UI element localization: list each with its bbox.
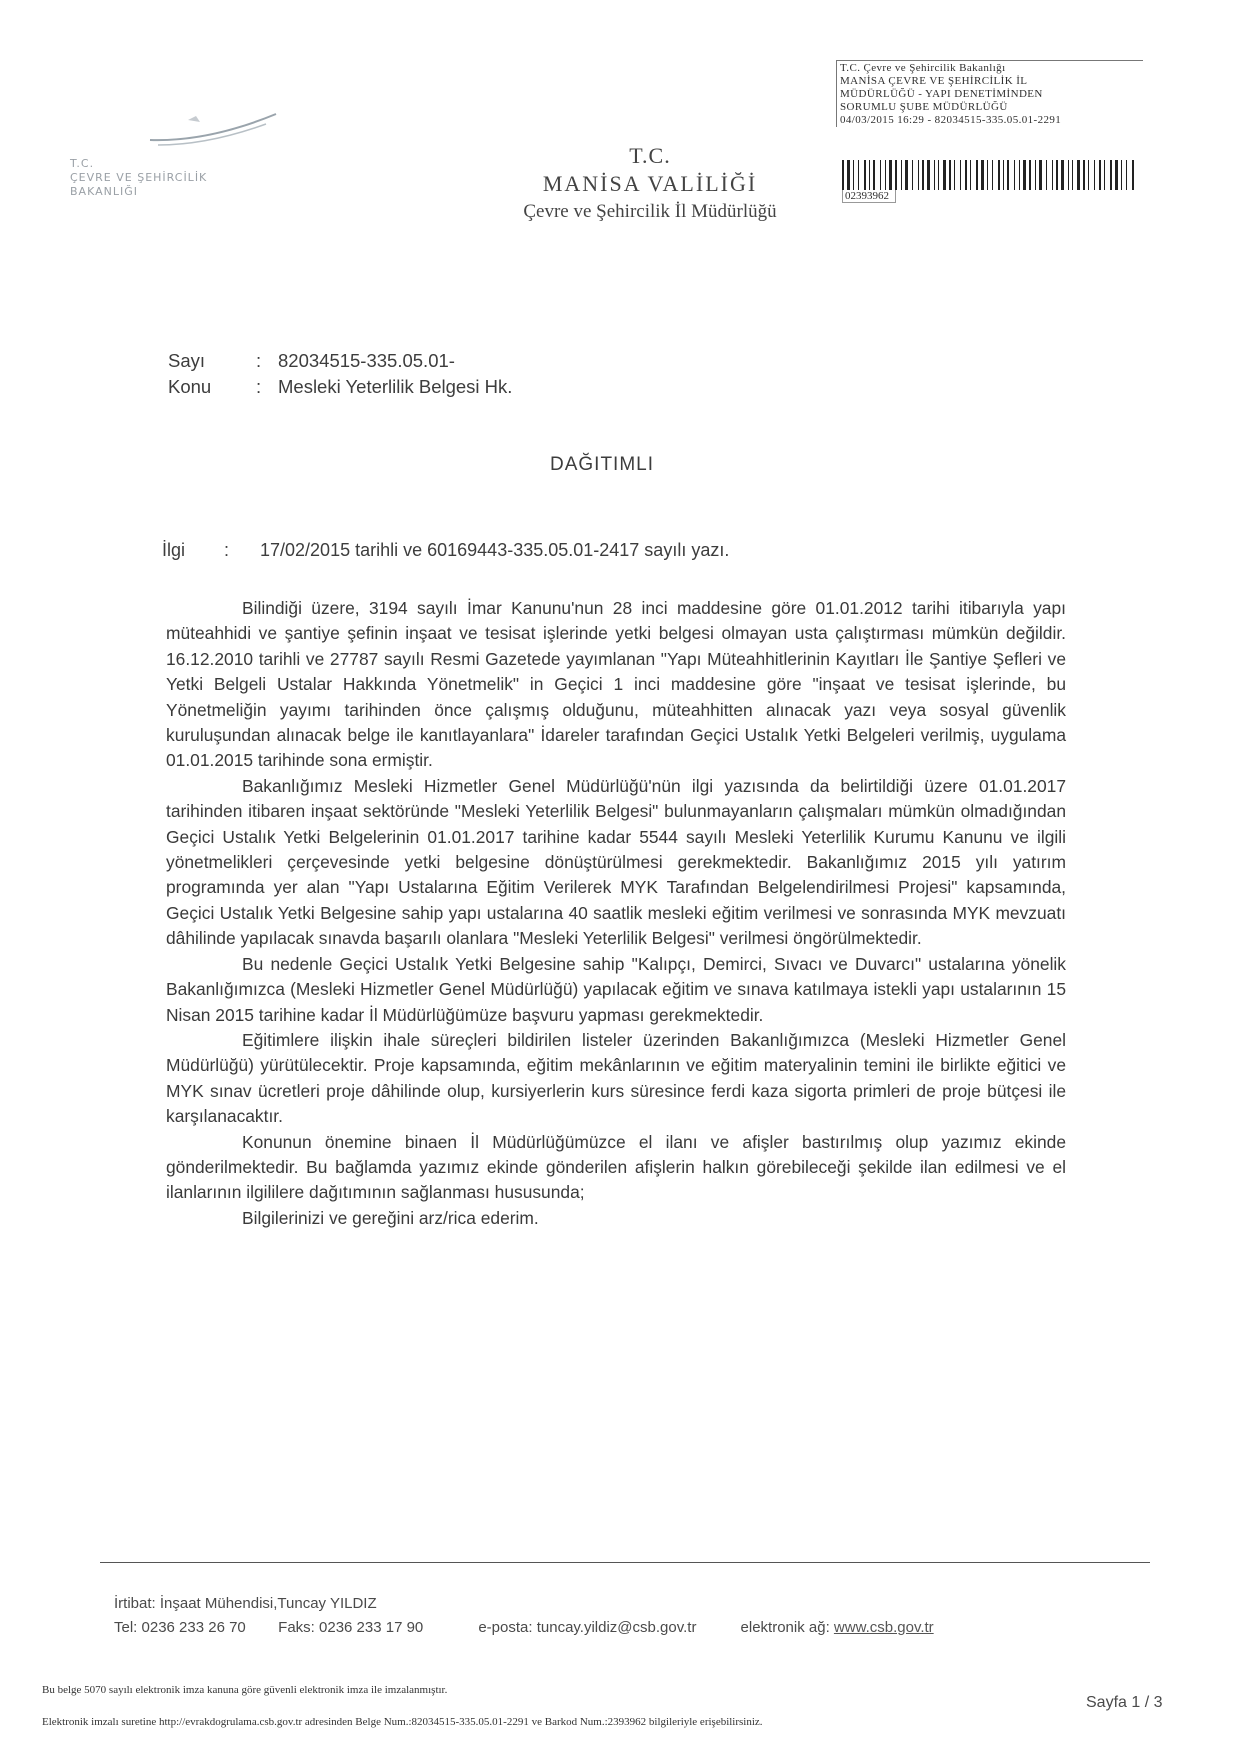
stamp-line: MÜDÜRLÜĞÜ - YAPI DENETİMİNDEN: [840, 88, 1043, 100]
page-number: Sayfa 1 / 3: [1086, 1694, 1163, 1711]
body-paragraph: Konunun önemine binaen İl Müdürlüğümüzce el ilanı ve afişler bastırılmış olup yazımız ekinde gönderilmektedir. Bu bağlamda yazımız ekinde gönderilen afişlerin halkın görebileceği şekilde ilan edilmesi ve el ilanlarının ilgililere dağıtımının sağlanması hususunda;: [166, 1131, 1066, 1203]
stamp-line: T.C. Çevre ve Şehircilik Bakanlığı: [840, 62, 1006, 74]
phone: Tel: 0236 233 26 70: [114, 1619, 246, 1636]
closing-paragraph: Bilgilerinizi ve gereğini arz/rica ederim.: [242, 1207, 539, 1228]
logo-line-2: ÇEVRE VE ŞEHİRCİLİK: [70, 171, 208, 184]
colon: :: [224, 540, 230, 560]
website-link[interactable]: www.csb.gov.tr: [833, 1619, 934, 1636]
colon: :: [256, 376, 262, 397]
verification-note: Elektronik imzalı suretine http://evrakdogrulama.csb.gov.tr adresinden Belge Num.:82034515-335.05.01-2291 ve Barkod Num.:2393962 bilgileriyle erişebilirsiniz.: [42, 1716, 763, 1728]
logo-text: [70, 157, 207, 199]
letter-body: [166, 596, 1066, 1231]
sayi-value: 82034515-335.05.01-: [278, 350, 455, 371]
stamp-line: MANİSA ÇEVRE VE ŞEHİRCİLİK İL: [840, 75, 1028, 87]
stamp-frame: [836, 60, 1143, 127]
barcode-number: 02393962: [842, 190, 896, 203]
fax: Faks: 0236 233 17 90: [278, 1619, 424, 1636]
logo-line-3: BAKANLIĞI: [70, 185, 138, 198]
colon: :: [256, 350, 262, 371]
logo-line-1: T.C.: [70, 157, 95, 170]
header-line-3: Çevre ve Şehircilik İl Müdürlüğü: [523, 201, 777, 222]
body-paragraph: Bu nedenle Geçici Ustalık Yetki Belgesine sahip "Kalıpçı, Demirci, Sıvacı ve Duvarcı" ustalarına yönelik Bakanlığımızca (Mesleki Hizmetler Genel Müdürlüğü) yapılacak eğitim ve sınava katılmaya istekli yapı ustalarının 15 Nisan 2015 tarihine kadar İl Müdürlüğümüze başvuru yapması gerekmektedir.: [166, 953, 1066, 1025]
swoosh-icon: [148, 112, 278, 152]
konu-value: Mesleki Yeterlilik Belgesi Hk.: [278, 376, 513, 397]
reference-row: [162, 540, 729, 561]
body-paragraph: Bakanlığımız Mesleki Hizmetler Genel Müdürlüğü'nün ilgi yazısında da belirtildiği üzere 01.01.2017 tarihinden itibaren inşaat sektöründe "Mesleki Yeterlilik Belgesi" bulunmayanların çalışmaları mümkün olmadığından Geçici Ustalık Yetki Belgelerinin 01.01.2017 tarihine kadar 5544 sayılı Mesleki Yeterlilik Kurumu Kanunu ve ilgili yönetmelikleri çerçevesinde yetki belgesine dönüştürülmesi gerekmektedir. Bakanlığımız 2015 yılı yatırım programında yer alan "Yapı Ustalarına Eğitim Verilerek MYK Tarafından Belgelendirilmesi Projesi" kapsamında, Geçici Ustalık Yetki Belgesine sahip yapı ustalarına 40 saatlik mesleki eğitim verilmesi ve sonrasında MYK mevzuatı dâhilinde yapılacak sınavda başarılı olanlara "Mesleki Yeterlilik Belgesi" verilmesi öngörülmektedir.: [166, 775, 1066, 949]
stamp-line: 04/03/2015 16:29 - 82034515-335.05.01-2291: [840, 114, 1062, 126]
body-paragraph: Eğitimlere ilişkin ihale süreçleri bildirilen listeler üzerinden Bakanlığımızca (Mesleki Hizmetler Genel Müdürlüğü) yürütülecektir. Proje kapsamında, eğitim mekânlarının ve eğitim materyalinin temini ile birlikte eğitici ve MYK sınav ücretleri proje dâhilinde olup, kursiyerlerin kurs süresince ferdi kaza sigorta primleri de proje bütçesi ile karşılanacaktır.: [166, 1029, 1066, 1127]
body-paragraph: Bilindiği üzere, 3194 sayılı İmar Kanunu'nun 28 inci maddesine göre 01.01.2012 tarihi itibarıyla yapı müteahhidi ve şantiye şefinin inşaat ve tesisat işlerinde yetki belgesi olmayan usta çalıştırması mümkün değildir. 16.12.2010 tarihli ve 27787 sayılı Resmi Gazetede yayımlanan "Yapı Müteahhitlerinin Kayıtları İle Şantiye Şefleri ve Yetki Belgeli Ustalar Hakkında Yönetmelik" in Geçici 1 inci maddesine göre "inşaat ve tesisat işlerinde, bu Yönetmeliğin yayımı tarihinden önce çalışmış olduğunu, müteahhitten alınacak yazı veya sosyal güvenlik kuruluşundan alınacak belge ile kanıtlayanlara" İdareler tarafından Geçici Ustalık Yetki Belgeleri verilmiş, uygulama 01.01.2015 tarihinde sona ermiştir.: [166, 598, 1066, 771]
sayi-label: Sayı: [168, 350, 206, 371]
footer-divider: [100, 1562, 1150, 1563]
contact-row: [114, 1616, 934, 1640]
header-line-2: MANİSA VALİLİĞİ: [542, 171, 758, 196]
konu-row: [168, 374, 512, 400]
contact-person: İrtibat: İnşaat Mühendisi,Tuncay YILDIZ: [114, 1595, 377, 1612]
stamp-line: SORUMLU ŞUBE MÜDÜRLÜĞÜ: [840, 101, 1008, 113]
e-signature-note: Bu belge 5070 sayılı elektronik imza kanuna göre güvenli elektronik imza ile imzalanmıştır.: [42, 1684, 448, 1696]
konu-label: Konu: [168, 376, 212, 397]
email[interactable]: e-posta: tuncay.yildiz@csb.gov.tr: [478, 1619, 697, 1636]
header-line-1: T.C.: [629, 143, 671, 168]
barcode-icon: [842, 160, 1138, 190]
contact-block: [114, 1592, 934, 1640]
letterhead: [480, 142, 820, 226]
letter-meta: [168, 348, 512, 400]
sayi-row: [168, 348, 512, 374]
registry-stamp: [840, 62, 1140, 202]
distribution-heading: DAĞITIMLI: [550, 454, 655, 475]
web-label: elektronik ağ:: [740, 1619, 830, 1636]
ilgi-label: İlgi: [162, 540, 186, 560]
ilgi-value: 17/02/2015 tarihli ve 60169443-335.05.01-2417 sayılı yazı.: [260, 540, 730, 560]
ministry-logo: [58, 112, 268, 222]
